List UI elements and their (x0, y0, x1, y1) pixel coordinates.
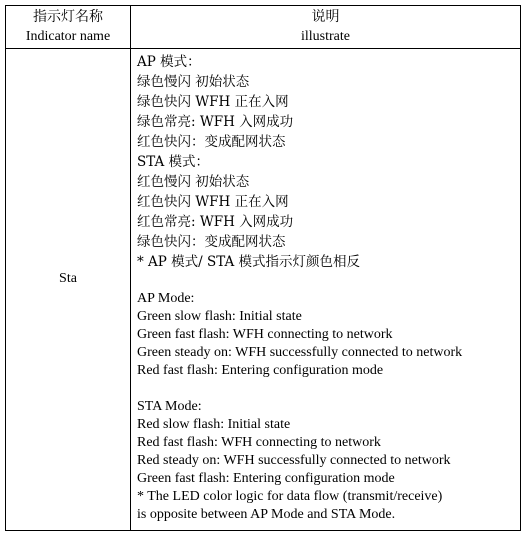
indicator-table (5, 5, 521, 531)
indicator-name: Sta (59, 270, 77, 286)
indicator-name-cell (6, 49, 130, 530)
zh-line: 绿色快闪：变成配网状态 (137, 234, 286, 250)
ap-mode-line: Red fast flash: Entering configuration mode (137, 363, 384, 378)
header-indicator-name (6, 6, 130, 48)
description-cell (137, 52, 517, 524)
header-illustrate (131, 6, 520, 48)
zh-line: 红色快闪 WFH 正在入网 (137, 194, 289, 210)
zh-line: 红色快闪：变成配网状态 (137, 134, 286, 150)
ap-mode-line: Green slow flash: Initial state (137, 309, 302, 324)
ap-mode-line: Green fast flash: WFH connecting to network (137, 327, 393, 342)
ap-mode-line: Green steady on: WFH successfully connected to network (137, 345, 463, 360)
zh-line: STA 模式： (137, 154, 210, 170)
header-col1-zh: 指示灯名称 (33, 10, 103, 25)
zh-line: AP 模式： (137, 54, 201, 70)
sta-mode-line: Red slow flash: Initial state (137, 417, 291, 432)
column-divider (130, 6, 131, 530)
header-col1-en: Indicator name (25, 29, 111, 44)
spacer (137, 272, 517, 290)
ap-mode-line: AP Mode: (137, 291, 195, 306)
zh-line: 绿色慢闪 初始状态 (137, 74, 250, 90)
zh-line: 红色常亮: WFH 入网成功 (137, 214, 294, 230)
zh-line: 绿色快闪 WFH 正在入网 (137, 94, 289, 110)
sta-mode-line: Green fast flash: Entering configuration mode (137, 471, 395, 486)
sta-mode-line: STA Mode: (137, 399, 202, 414)
sta-mode-line: is opposite between AP Mode and STA Mode. (137, 507, 396, 522)
zh-line: * AP 模式/ STA 模式指示灯颜色相反 (137, 254, 361, 270)
table-header (6, 6, 520, 49)
spacer (137, 380, 517, 398)
sta-mode-line: Red fast flash: WFH connecting to network (137, 435, 381, 450)
sta-mode-line: Red steady on: WFH successfully connected to network (137, 453, 451, 468)
header-col2-en: illustrate (301, 29, 350, 44)
sta-mode-line: * The LED color logic for data flow (transmit/receive) (137, 489, 443, 504)
zh-line: 绿色常亮: WFH 入网成功 (137, 114, 294, 130)
header-col2-zh: 说明 (311, 10, 340, 25)
zh-line: 红色慢闪 初始状态 (137, 174, 250, 190)
